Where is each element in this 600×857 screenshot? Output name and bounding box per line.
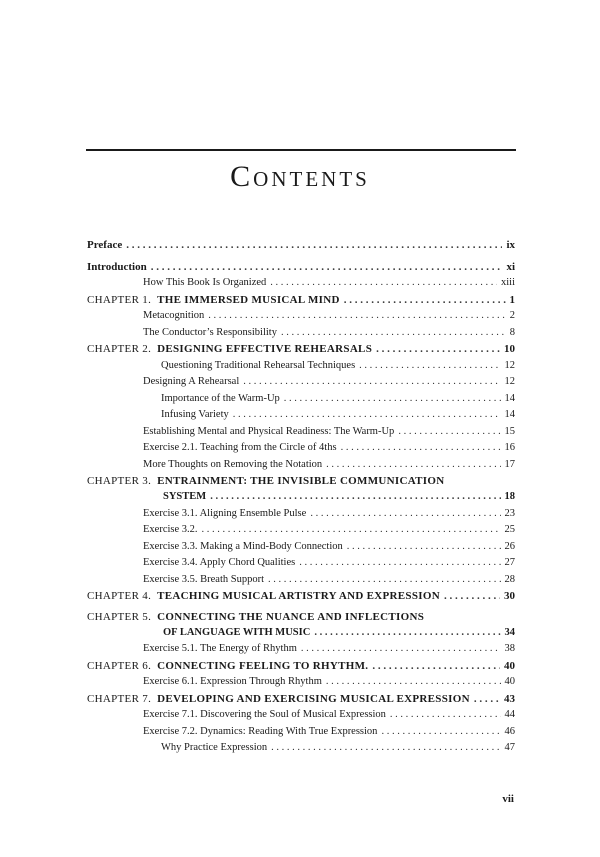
dot-leader [270, 275, 497, 291]
dot-leader [301, 641, 501, 657]
toc-entry-label: Exercise 7.1. Discovering the Soul of Musical Expression [143, 709, 386, 720]
toc-entry-page: 40 [504, 676, 515, 687]
toc-entry-page: 17 [504, 458, 515, 470]
toc-chapter-2[interactable] [87, 341, 515, 358]
toc-entry-page: 16 [504, 442, 515, 453]
chapter-number: CHAPTER 5. [87, 610, 152, 623]
toc-entry-page: 44 [504, 709, 515, 720]
toc-entry-page: 47 [504, 742, 515, 753]
chapter-number: CHAPTER 6. [87, 659, 152, 672]
toc-entry-designing[interactable] [87, 374, 515, 391]
toc-entry-page: 27 [504, 557, 515, 568]
chapter-number: CHAPTER 7. [87, 692, 152, 705]
chapter-title-line2: OF LANGUAGE WITH MUSIC [163, 626, 311, 638]
toc-entry-label: Exercise 3.3. Making a Mind-Body Connection [143, 540, 343, 552]
toc-entry-exercise-3-5[interactable] [87, 572, 515, 589]
dot-leader [310, 506, 500, 522]
dot-leader [208, 308, 506, 324]
toc-entry-label: Preface [87, 239, 123, 251]
top-rule [86, 149, 516, 151]
dot-leader [284, 391, 501, 407]
toc-entry-page: xiii [500, 277, 515, 288]
toc-entry-exercise-3-2[interactable] [87, 522, 515, 539]
toc-entry-warmup-importance[interactable] [87, 391, 515, 408]
toc-entry-page: 10 [504, 343, 515, 355]
chapter-title: DESIGNING EFFECTIVE REHEARSALS [157, 343, 373, 355]
toc-entry-label: Exercise 3.5. Breath Support [143, 573, 265, 585]
toc-entry-page: 28 [504, 573, 515, 585]
toc-entry-label: Introduction [87, 260, 147, 273]
toc-entry-questioning[interactable] [87, 358, 515, 375]
toc-entry-page: 40 [504, 659, 515, 672]
chapter-title: CONNECTING FEELING TO RHYTHM. [157, 659, 369, 672]
page-number: vii [502, 793, 514, 805]
dot-leader [398, 424, 500, 440]
toc-entry-exercise-3-1[interactable] [87, 506, 515, 523]
dot-leader [341, 440, 501, 456]
toc-entry-page: 12 [504, 359, 515, 371]
toc-entry-page: 12 [504, 376, 515, 387]
toc-entry-label: The Conductor’s Responsibility [143, 326, 277, 338]
toc-entry-label: Why Practice Expression [161, 742, 268, 753]
toc-entry-label: Establishing Mental and Physical Readiness: The Warm-Up [143, 425, 395, 437]
toc-entry-label: Metacognition [143, 310, 205, 321]
toc-entry-more-thoughts[interactable] [87, 457, 515, 474]
toc-entry-establishing[interactable] [87, 424, 515, 441]
toc-entry-page: 18 [504, 491, 515, 502]
chapter-title: DEVELOPING AND EXERCISING MUSICAL EXPRESSION [157, 692, 470, 705]
dot-leader [372, 658, 500, 674]
chapter-title-line1: CONNECTING THE NUANCE AND INFLECTIONS [157, 610, 425, 623]
toc-entry-exercise-5-1[interactable] [87, 641, 515, 658]
dot-leader [299, 555, 500, 571]
toc-entry-label: Exercise 2.1. Teaching from the Circle of 4ths [143, 442, 337, 453]
toc-entry-page: 14 [504, 392, 515, 404]
toc-chapter-7[interactable] [87, 691, 515, 708]
dot-leader [359, 358, 500, 374]
dot-leader [444, 588, 500, 604]
dot-leader [376, 341, 500, 357]
toc-entry-how-organized[interactable] [87, 275, 515, 292]
toc-entry-exercise-3-3[interactable] [87, 539, 515, 556]
toc-entry-label: More Thoughts on Removing the Notation [143, 458, 323, 470]
toc-entry-page: 38 [504, 643, 515, 654]
toc-entry-preface[interactable] [87, 237, 515, 254]
toc-entry-label: How This Book Is Organized [143, 277, 267, 288]
toc-entry-label: Exercise 3.2. [143, 524, 198, 535]
dot-leader [268, 572, 500, 588]
toc-entry-label: Importance of the Warm-Up [161, 392, 280, 404]
toc-entry-page: 25 [504, 524, 515, 535]
toc-entry-page: 26 [504, 540, 515, 552]
toc-entry-page: 46 [504, 725, 515, 737]
chapter-number: CHAPTER 4. [87, 590, 152, 602]
chapter-title-line1: ENTRAINMENT: THE INVISIBLE COMMUNICATION [157, 475, 445, 487]
dot-leader [210, 489, 500, 505]
chapter-number: CHAPTER 1. [87, 293, 152, 306]
toc-entry-label: Exercise 7.2. Dynamics: Reading With True Expression [143, 725, 378, 737]
toc-chapter-4[interactable] [87, 588, 515, 605]
dot-leader [281, 325, 506, 341]
page-title: Contents [230, 160, 370, 193]
chapter-number: CHAPTER 3. [87, 475, 152, 487]
toc-entry-exercise-3-4[interactable] [87, 555, 515, 572]
dot-leader [314, 625, 500, 641]
toc-entry-page: xi [506, 260, 515, 273]
dot-leader [347, 539, 501, 555]
dot-leader [151, 259, 503, 275]
dot-leader [271, 740, 500, 756]
dot-leader [243, 374, 500, 390]
toc-entry-metacognition[interactable] [87, 308, 515, 325]
dot-leader [390, 707, 501, 723]
dot-leader [233, 407, 501, 423]
toc-entry-label: Exercise 6.1. Expression Through Rhythm [143, 676, 322, 687]
toc-entry-label: Exercise 3.1. Aligning Ensemble Pulse [143, 507, 307, 519]
toc-entry-page: 2 [509, 310, 515, 321]
toc-entry-page: 23 [504, 507, 515, 519]
toc-chapter-3[interactable] [87, 473, 515, 506]
toc-entry-exercise-7-2[interactable] [87, 724, 515, 741]
toc-entry-label: Infusing Variety [161, 409, 229, 420]
toc-chapter-5[interactable] [87, 609, 515, 642]
toc-entry-page: 30 [504, 590, 515, 602]
dot-leader [381, 724, 500, 740]
toc-entry-label: Exercise 3.4. Apply Chord Qualities [143, 557, 296, 568]
toc-entry-exercise-6-1[interactable] [87, 674, 515, 691]
table-of-contents [87, 237, 515, 757]
toc-entry-page: 14 [504, 409, 515, 420]
chapter-title: THE IMMERSED MUSICAL MIND [157, 293, 340, 306]
toc-entry-label: Designing A Rehearsal [143, 376, 240, 387]
toc-entry-exercise-7-1[interactable] [87, 707, 515, 724]
toc-entry-page: 15 [504, 425, 515, 437]
toc-entry-page: 1 [509, 293, 515, 306]
toc-entry-why-practice[interactable] [87, 740, 515, 757]
toc-entry-infusing[interactable] [87, 407, 515, 424]
dot-leader [326, 674, 501, 690]
chapter-title: TEACHING MUSICAL ARTISTRY AND EXPRESSION [157, 590, 440, 602]
toc-entry-conductor[interactable] [87, 325, 515, 342]
toc-entry-page: 8 [509, 326, 515, 338]
dot-leader [474, 691, 500, 707]
toc-entry-exercise-2-1[interactable] [87, 440, 515, 457]
toc-chapter-6[interactable] [87, 658, 515, 675]
chapter-title-line2: SYSTEM [163, 491, 207, 502]
toc-entry-label: Questioning Traditional Rehearsal Techniques [161, 359, 356, 371]
toc-chapter-1[interactable] [87, 292, 515, 309]
toc-entry-page: 34 [504, 626, 515, 638]
toc-entry-introduction[interactable] [87, 259, 515, 276]
toc-entry-label: Exercise 5.1. The Energy of Rhythm [143, 643, 297, 654]
chapter-number: CHAPTER 2. [87, 343, 152, 355]
dot-leader [326, 457, 500, 473]
toc-entry-page: 43 [504, 692, 515, 705]
dot-leader [126, 237, 502, 253]
dot-leader [202, 522, 501, 538]
toc-entry-page: ix [506, 239, 515, 251]
dot-leader [344, 292, 506, 308]
